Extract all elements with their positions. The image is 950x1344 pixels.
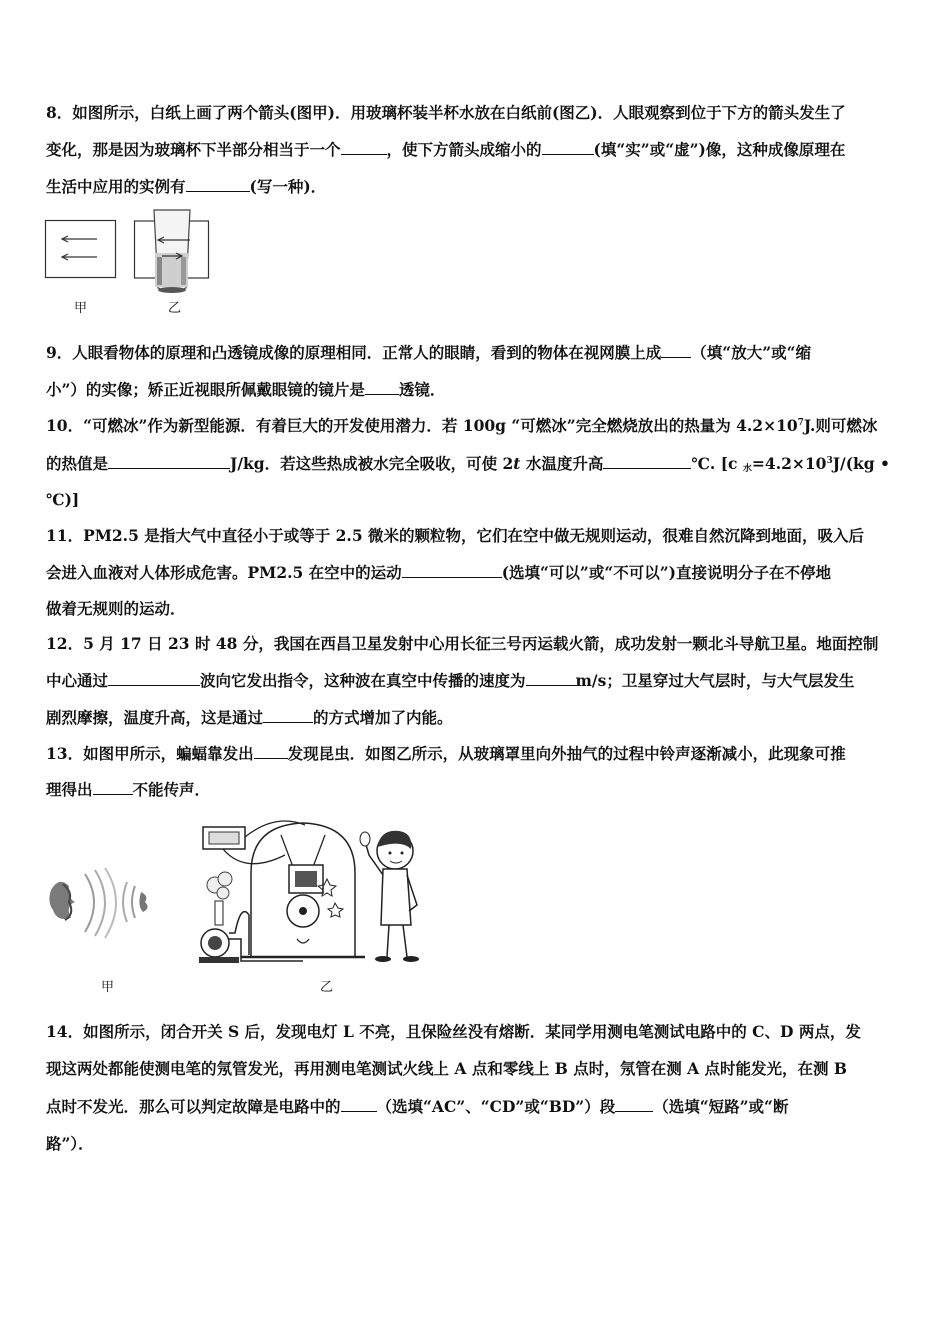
answer-blank[interactable] — [603, 454, 691, 469]
answer-blank[interactable] — [93, 780, 133, 795]
answer-blank[interactable] — [186, 177, 250, 192]
answer-blank[interactable] — [402, 563, 502, 578]
q11-line-1: 11．PM2.5 是指大气中直径小于或等于 2.5 微米的颗粒物，它们在空中做无规则运动，很难自然沉降到地面，吸入后 — [46, 526, 865, 545]
q10-line-1: 10．“可燃冰”作为新型能源．有着巨大的开发使用潜力．若 100g “可燃冰”完全燃烧放出的热量为 $4.2\times 10^7J$.则可燃冰 — [46, 416, 878, 435]
answer-blank[interactable] — [341, 140, 387, 155]
q14-line-1: 14．如图所示，闭合开关 S 后，发现电灯 L 不亮，且保险丝没有熔断．某同学用测电笔测试电路中的 C、D 两点，发 — [46, 1022, 861, 1041]
paper-arrows-figure — [45, 220, 120, 280]
q9-line-2: 小”）的实像；矫正近视眼所佩戴眼镜的镜片是 透镜． — [46, 380, 446, 399]
figure-caption-jia: 甲 — [74, 301, 88, 316]
answer-blank[interactable] — [108, 671, 200, 686]
answer-blank[interactable] — [108, 454, 230, 469]
answer-blank[interactable] — [341, 1097, 377, 1112]
q9-line-1: 9．人眼看物体的原理和凸透镜成像的原理相同．正常人的眼睛，看到的物体在视网膜上成 （填“放大”或“缩 — [46, 343, 812, 362]
answer-blank[interactable] — [254, 744, 288, 759]
q10-line-2: 的热值是 J/kg．若这些热成被水完全吸收，可使 2t 水温度升高 ℃. [c $_水=4.2\times 10^3J/(kg$ • — [46, 454, 890, 474]
figure-caption-yi: 乙 — [320, 980, 334, 995]
answer-blank[interactable] — [526, 671, 576, 686]
bell-jar-experiment-figure — [185, 815, 440, 975]
q11-line-2: 会进入血液对人体形成危害。PM2.5 在空中的运动 (选填“可以”或“不可以”)直接说明分子在不停地 — [46, 563, 832, 582]
q8-line-3: 生活中应用的实例有 (写一种)． — [46, 177, 327, 196]
answer-blank[interactable] — [661, 343, 691, 358]
answer-blank[interactable] — [365, 380, 399, 395]
glass-of-water-figure — [134, 208, 214, 298]
q10-line-3: ℃)] — [46, 490, 80, 509]
answer-blank[interactable] — [615, 1097, 653, 1112]
q14-line-4: 路”）． — [46, 1134, 94, 1153]
q14-line-3: 点时不发光．那么可以判定故障是电路中的 （选填“AC”、“CD”或“BD”）段 （选填“短路”或“断 — [46, 1097, 789, 1116]
q13-line-2: 理得出 不能传声． — [46, 780, 211, 799]
q14-line-2: 现这两处都能使测电笔的氖管发光，再用测电笔测试火线上 A 点和零线上 B 点时，氖管在测 A 点时能发光，在测 B — [46, 1059, 848, 1078]
figure-caption-yi: 乙 — [168, 301, 182, 316]
answer-blank[interactable] — [263, 708, 313, 723]
q11-line-3: 做着无规则的运动． — [46, 599, 186, 618]
q12-line-1: 12．5 月 17 日 23 时 48 分，我国在西昌卫星发射中心用长征三号丙运载火箭，成功发射一颗北斗导航卫星。地面控制 — [46, 634, 879, 653]
q12-line-2: 中心通过 波向它发出指令，这种波在真空中传播的速度为 m/s；卫星穿过大气层时，与大气层发生 — [46, 671, 855, 690]
figure-caption-jia: 甲 — [101, 980, 115, 995]
q8-line-1: 8．如图所示，白纸上画了两个箭头(图甲)．用玻璃杯装半杯水放在白纸前(图乙)．人眼观察到位于下方的箭头发生了 — [46, 103, 846, 122]
q8-line-2: 变化，那是因为玻璃杯下半部分相当于一个 ，使下方箭头成缩小的 (填“实”或“虚”)像，这种成像原理在 — [46, 140, 846, 159]
answer-blank[interactable] — [542, 140, 594, 155]
q13-line-1: 13．如图甲所示，蝙蝠靠发出 发现昆虫．如图乙所示，从玻璃罩里向外抽气的过程中铃声逐渐减小，此现象可推 — [46, 744, 846, 763]
bat-echolocation-figure — [45, 862, 155, 947]
q12-line-3: 剧烈摩擦，温度升高，这是通过 的方式增加了内能。 — [46, 708, 453, 727]
